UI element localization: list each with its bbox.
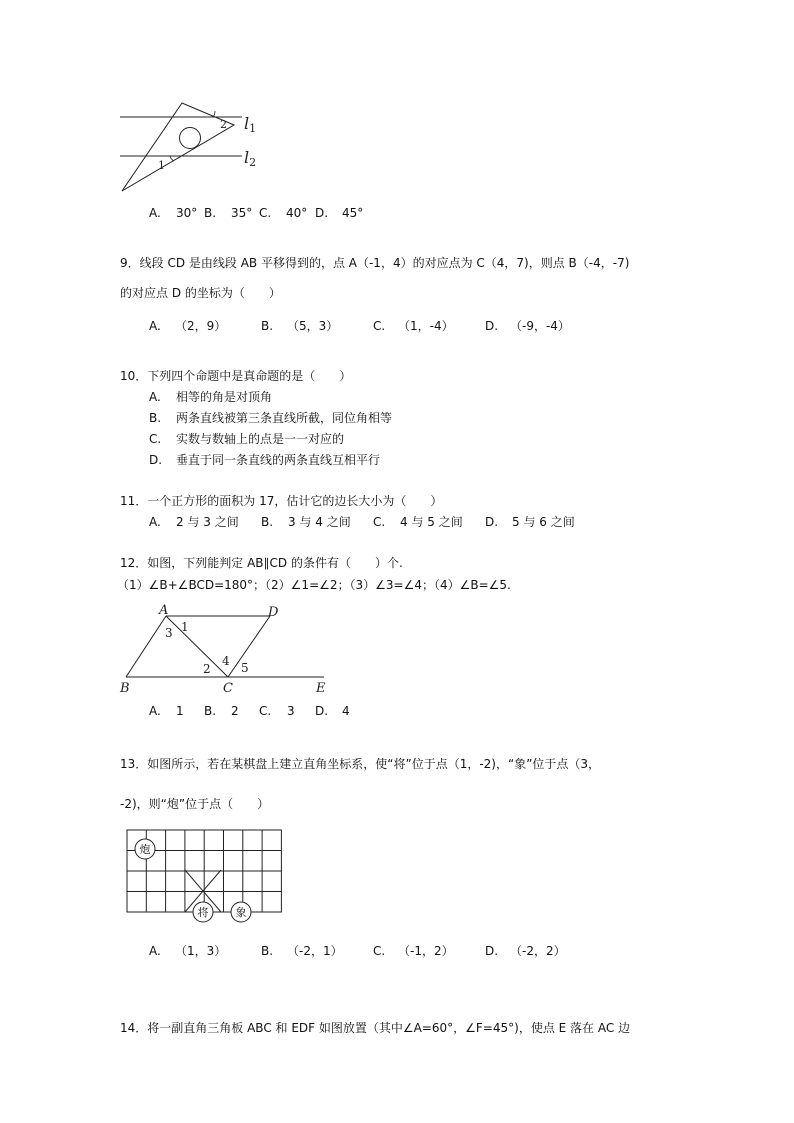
q12-figure	[110, 600, 340, 700]
piece-xiang[interactable]	[231, 902, 251, 922]
q9-option-c-text: （1，-4）	[398, 319, 454, 333]
q9-option-b-label[interactable]: B.	[261, 319, 274, 333]
q11-option-c-text: 4 与 5 之间	[400, 515, 463, 529]
angle2-label: 2	[203, 662, 211, 676]
point-d-label: D	[268, 605, 279, 620]
piece-xiang-label: 象	[235, 906, 247, 919]
q10-option-a-label[interactable]: A.	[149, 390, 161, 404]
angle2-label: 2	[220, 118, 227, 131]
q11-option-b-label[interactable]: B.	[261, 515, 274, 529]
q8-option-d-label[interactable]: D.	[315, 206, 329, 220]
segment-ab	[126, 616, 166, 677]
point-e-label: E	[316, 681, 326, 696]
q9-option-b-text: （5，3）	[287, 319, 339, 333]
q13-option-a-label[interactable]: A.	[149, 944, 161, 958]
q12-option-a-label[interactable]: A.	[149, 704, 161, 718]
segment-ac	[166, 616, 228, 677]
l1-label: l1	[244, 114, 257, 135]
q12-option-c-text: 3	[287, 704, 295, 718]
q8-option-b-text: 35°	[231, 206, 253, 220]
q12-option-a-text: 1	[176, 704, 184, 718]
q13-stem-line2: -2)，则“炮”位于点（ ）	[120, 797, 270, 811]
angle3-label: 3	[165, 626, 173, 640]
q11-option-d-label[interactable]: D.	[485, 515, 499, 529]
angle2-arc	[213, 111, 215, 117]
piece-jiang-label: 将	[197, 906, 209, 919]
q10-option-c-label[interactable]: C.	[149, 432, 162, 446]
segment-cd	[228, 616, 270, 677]
l2-label: l2	[244, 148, 257, 169]
q9-option-c-label[interactable]: C.	[373, 319, 386, 333]
q12-option-b-text: 2	[231, 704, 239, 718]
q11-option-c-label[interactable]: C.	[373, 515, 386, 529]
q12-option-c-label[interactable]: C.	[259, 704, 272, 718]
q8-option-c-text: 40°	[286, 206, 308, 220]
q10-option-a-text: 相等的角是对顶角	[176, 390, 273, 404]
piece-jiang[interactable]	[193, 902, 213, 922]
q12-option-b-label[interactable]: B.	[204, 704, 217, 718]
q8-option-d-text: 45°	[342, 206, 364, 220]
q8-option-b-label[interactable]: B.	[204, 206, 217, 220]
q10-option-b-text: 两条直线被第三条直线所截，同位角相等	[176, 411, 393, 425]
q10-option-b-label[interactable]: B.	[149, 411, 162, 425]
q13-option-b-label[interactable]: B.	[261, 944, 274, 958]
q13-option-c-text: （-1，2）	[398, 944, 454, 958]
q13-option-a-text: （1，3）	[175, 944, 227, 958]
circle	[180, 128, 201, 149]
q10-option-c-text: 实数与数轴上的点是一一对应的	[176, 432, 345, 446]
q8-figure	[110, 95, 270, 195]
q13-stem-line1: 13．如图所示，若在某棋盘上建立直角坐标系，使“将”位于点（1，-2)，“象”位于点（3，	[120, 757, 601, 771]
piece-pao[interactable]	[135, 839, 155, 859]
point-c-label: C	[223, 681, 233, 696]
angle1-label: 1	[158, 159, 165, 172]
angle4-label: 4	[222, 654, 230, 668]
q13-chessboard	[125, 828, 285, 924]
q12-stem: 12．如图，下列能判定 AB∥CD 的条件有（ ）个.	[120, 556, 403, 570]
q11-option-b-text: 3 与 4 之间	[288, 515, 351, 529]
q8-option-a-label[interactable]: A.	[149, 206, 161, 220]
q8-option-a-text: 30°	[176, 206, 198, 220]
q9-stem-line2: 的对应点 D 的坐标为（ ）	[120, 286, 281, 300]
q9-option-d-label[interactable]: D.	[485, 319, 499, 333]
point-b-label: B	[120, 681, 130, 696]
q12-option-d-text: 4	[342, 704, 350, 718]
q14-stem-line1: 14．将一副直角三角板 ABC 和 EDF 如图放置（其中∠A=60°，∠F=45°)，使点 E 落在 AC 边	[120, 1021, 631, 1035]
q10-option-d-label[interactable]: D.	[149, 453, 163, 467]
q12-conditions: （1）∠B+∠BCD=180°；（2）∠1=∠2；（3）∠3=∠4；（4）∠B=∠5.	[117, 578, 511, 592]
q9-option-d-text: （-9，-4）	[510, 319, 570, 333]
q11-option-a-label[interactable]: A.	[149, 515, 161, 529]
q11-stem: 11．一个正方形的面积为 17，估计它的边长大小为（ ）	[120, 494, 443, 508]
q11-option-a-text: 2 与 3 之间	[176, 515, 239, 529]
q13-option-c-label[interactable]: C.	[373, 944, 386, 958]
point-a-label: A	[159, 603, 169, 618]
angle1-arc	[170, 156, 174, 161]
q9-stem-line1: 9．线段 CD 是由线段 AB 平移得到的，点 A（-1，4）的对应点为 C（4，7)，则点 B（-4，-7)	[120, 256, 630, 270]
q9-option-a-label[interactable]: A.	[149, 319, 161, 333]
angle5-label: 5	[241, 661, 249, 675]
q10-stem: 10．下列四个命题中是真命题的是（ ）	[120, 369, 352, 383]
q9-option-a-text: （2，9）	[175, 319, 227, 333]
q13-option-b-text: （-2，1）	[287, 944, 343, 958]
q8-option-c-label[interactable]: C.	[259, 206, 272, 220]
q13-option-d-text: （-2，2）	[510, 944, 566, 958]
q11-option-d-text: 5 与 6 之间	[512, 515, 575, 529]
q10-option-d-text: 垂直于同一条直线的两条直线互相平行	[176, 453, 381, 467]
triangle	[122, 103, 234, 191]
piece-pao-label: 炮	[139, 843, 151, 856]
q12-option-d-label[interactable]: D.	[315, 704, 329, 718]
angle1-label: 1	[181, 620, 189, 634]
q13-option-d-label[interactable]: D.	[485, 944, 499, 958]
